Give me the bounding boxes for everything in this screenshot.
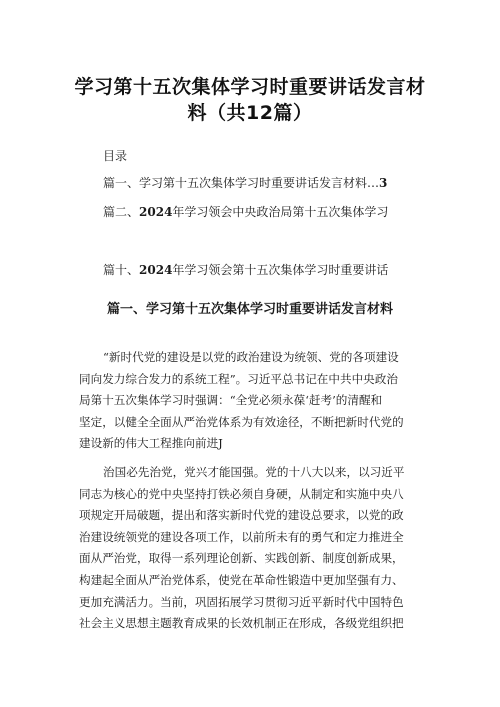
body-paragraph-2	[79, 462, 435, 635]
body-paragraph-1	[79, 347, 435, 455]
toc-label: 目录	[103, 149, 128, 163]
paragraph-line: 治建设统领党的建设各项工作，以前所未有的勇气和定力推进全	[79, 529, 404, 544]
paragraph-line: 建设新的伟大工程推向前进J	[79, 436, 223, 451]
paragraph-line: 更加充满活力。当前，巩固拓展学习贯彻习近平新时代中国特色	[79, 594, 404, 609]
toc-item-10[interactable]	[103, 262, 388, 278]
paragraph-line: 社会主义思想主题教育成果的长效机制正在形成，各级党组织把	[79, 616, 404, 631]
toc-item-prefix: 篇二、	[103, 205, 140, 219]
paragraph-line: 构建起全面从严治党体系，使党在革命性锻造中更加坚强有力、	[79, 572, 404, 587]
toc-item-text: 年学习领会中央政治局第十五次集体学习	[172, 205, 389, 219]
paragraph-line: 治国必先治党，党兴才能国强。党的十八大以来，以习近平	[103, 465, 405, 479]
toc-item-prefix: 篇一、	[103, 176, 140, 190]
toc-item-prefix: 篇十、	[103, 263, 140, 277]
paragraph-line: 面从严治党，取得一系列理论创新、实践创新、制度创新成果，	[79, 551, 404, 566]
toc-item-text: 年学习领会第十五次集体学习时重要讲话	[172, 263, 389, 277]
toc-item-year: 2024	[139, 205, 173, 219]
document-title-line1: 学习第十五次集体学习时重要讲话发言材	[74, 76, 426, 98]
toc-item-page: 3	[379, 176, 388, 190]
toc-item-1[interactable]	[103, 175, 387, 191]
paragraph-line: 坚定，以健全全面从严治党体系为有效途径，不断把新时代党的	[79, 414, 404, 429]
toc-item-year: 2024	[139, 263, 173, 277]
toc-item-2[interactable]	[103, 204, 388, 220]
paragraph-line: 同志为核心的党中央坚持打铁必须自身硬，从制定和实施中央八	[79, 486, 404, 501]
document-title-line2: 料（共12篇）	[187, 102, 313, 124]
toc-item-text: 学习第十五次集体学习时重要讲话发言材料…	[139, 176, 380, 190]
paragraph-line: 项规定开局破题，提出和落实新时代党的建设总要求，以党的政	[79, 508, 404, 523]
paragraph-line: 局第十五次集体学习时强调：“全党必须永葆‘赶考’的清醒和	[79, 393, 383, 408]
paragraph-line: 同向发力综合发力的系统工程”。习近平总书记在中共中央政治	[79, 371, 398, 386]
paragraph-line: “新时代党的建设是以党的政治建设为统领、党的各项建设	[103, 350, 399, 364]
section-heading: 篇一、学习第十五次集体学习时重要讲话发言材料	[106, 301, 393, 317]
